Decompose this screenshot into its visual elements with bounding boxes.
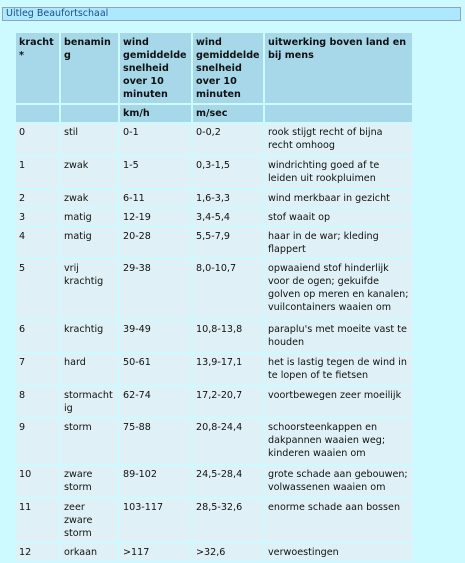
cell-kracht: 5 — [15, 259, 60, 320]
cell-kracht: 2 — [15, 189, 60, 208]
cell-kmh: 0-1 — [119, 123, 192, 156]
cell-benaming: stormachtig — [60, 386, 119, 418]
table-header — [15, 32, 413, 123]
unit-kracht — [15, 104, 60, 123]
cell-benaming: vrij krachtig — [60, 259, 119, 320]
cell-ms: 5,5-7,9 — [192, 227, 264, 259]
cell-benaming: matig — [60, 227, 119, 259]
cell-uitwerking: rook stijgt recht of bijna recht omhoog — [264, 123, 413, 156]
cell-uitwerking: wind merkbaar in gezicht — [264, 189, 413, 208]
table-row — [15, 259, 413, 320]
cell-uitwerking: haar in de war; kleding flappert — [264, 227, 413, 259]
cell-uitwerking: opwaaiend stof hinderlijk voor de ogen; gekuifde golven op meren en kanalen; vuilcontainers waaien om — [264, 259, 413, 320]
cell-ms: 24,5-28,4 — [192, 465, 264, 498]
cell-benaming: zeer zware storm — [60, 498, 119, 543]
unit-ms: m/sec — [192, 104, 264, 123]
header-wind-kmh: wind gemiddelde snelheid over 10 minuten — [119, 32, 192, 104]
cell-kmh: 50-61 — [119, 353, 192, 386]
beaufort-table — [14, 31, 414, 563]
table-row — [15, 353, 413, 386]
cell-kmh: 1-5 — [119, 156, 192, 189]
cell-ms: 10,8-13,8 — [192, 320, 264, 353]
table-row — [15, 498, 413, 543]
units-row — [15, 104, 413, 123]
cell-uitwerking: verwoestingen — [264, 543, 413, 562]
table-row — [15, 208, 413, 227]
cell-kracht: 4 — [15, 227, 60, 259]
cell-uitwerking: schoorsteenkappen en dakpannen waaien weg; kinderen waaien om — [264, 418, 413, 465]
table-row — [15, 543, 413, 562]
header-wind-ms: wind gemiddelde snelheid over 10 minuten — [192, 32, 264, 104]
cell-kmh: >117 — [119, 543, 192, 562]
header-uitwerking: uitwerking boven land en bij mens — [264, 32, 413, 104]
header-benaming: benaming — [60, 32, 119, 104]
table-row — [15, 418, 413, 465]
cell-ms: 17,2-20,7 — [192, 386, 264, 418]
cell-ms: >32,6 — [192, 543, 264, 562]
table-row — [15, 189, 413, 208]
cell-kmh: 62-74 — [119, 386, 192, 418]
cell-benaming: zwak — [60, 189, 119, 208]
cell-kracht: 1 — [15, 156, 60, 189]
header-row — [15, 32, 413, 104]
table-row — [15, 123, 413, 156]
cell-benaming: zware storm — [60, 465, 119, 498]
cell-uitwerking: paraplu's met moeite vast te houden — [264, 320, 413, 353]
cell-benaming: zwak — [60, 156, 119, 189]
cell-uitwerking: het is lastig tegen de wind in te lopen of te fietsen — [264, 353, 413, 386]
cell-benaming: matig — [60, 208, 119, 227]
cell-kracht: 8 — [15, 386, 60, 418]
cell-kracht: 10 — [15, 465, 60, 498]
cell-kmh: 75-88 — [119, 418, 192, 465]
cell-ms: 0,3-1,5 — [192, 156, 264, 189]
cell-uitwerking: grote schade aan gebouwen; volwassenen waaien om — [264, 465, 413, 498]
cell-benaming: krachtig — [60, 320, 119, 353]
cell-kmh: 103-117 — [119, 498, 192, 543]
cell-benaming: stil — [60, 123, 119, 156]
unit-benaming — [60, 104, 119, 123]
cell-uitwerking: voortbewegen zeer moeilijk — [264, 386, 413, 418]
table-row — [15, 320, 413, 353]
cell-ms: 28,5-32,6 — [192, 498, 264, 543]
unit-kmh: km/h — [119, 104, 192, 123]
table-row — [15, 156, 413, 189]
cell-uitwerking: windrichting goed af te leiden uit rookpluimen — [264, 156, 413, 189]
cell-kracht: 3 — [15, 208, 60, 227]
beaufort-table-container — [14, 31, 412, 563]
unit-uitwerking — [264, 104, 413, 123]
cell-kmh: 6-11 — [119, 189, 192, 208]
cell-kracht: 9 — [15, 418, 60, 465]
cell-ms: 13,9-17,1 — [192, 353, 264, 386]
cell-ms: 3,4-5,4 — [192, 208, 264, 227]
cell-uitwerking: enorme schade aan bossen — [264, 498, 413, 543]
cell-kmh: 29-38 — [119, 259, 192, 320]
cell-kmh: 39-49 — [119, 320, 192, 353]
cell-kmh: 20-28 — [119, 227, 192, 259]
cell-kracht: 11 — [15, 498, 60, 543]
header-kracht: kracht* — [15, 32, 60, 104]
cell-ms: 8,0-10,7 — [192, 259, 264, 320]
cell-benaming: hard — [60, 353, 119, 386]
table-row — [15, 386, 413, 418]
cell-kmh: 12-19 — [119, 208, 192, 227]
cell-benaming: orkaan — [60, 543, 119, 562]
cell-kracht: 0 — [15, 123, 60, 156]
cell-kmh: 89-102 — [119, 465, 192, 498]
cell-uitwerking: stof waait op — [264, 208, 413, 227]
table-row — [15, 227, 413, 259]
cell-ms: 20,8-24,4 — [192, 418, 264, 465]
table-row — [15, 465, 413, 498]
cell-kracht: 7 — [15, 353, 60, 386]
table-body — [15, 123, 413, 562]
cell-kracht: 12 — [15, 543, 60, 562]
panel-title: Uitleg Beaufortschaal — [2, 7, 461, 21]
cell-benaming: storm — [60, 418, 119, 465]
cell-kracht: 6 — [15, 320, 60, 353]
cell-ms: 1,6-3,3 — [192, 189, 264, 208]
cell-ms: 0-0,2 — [192, 123, 264, 156]
